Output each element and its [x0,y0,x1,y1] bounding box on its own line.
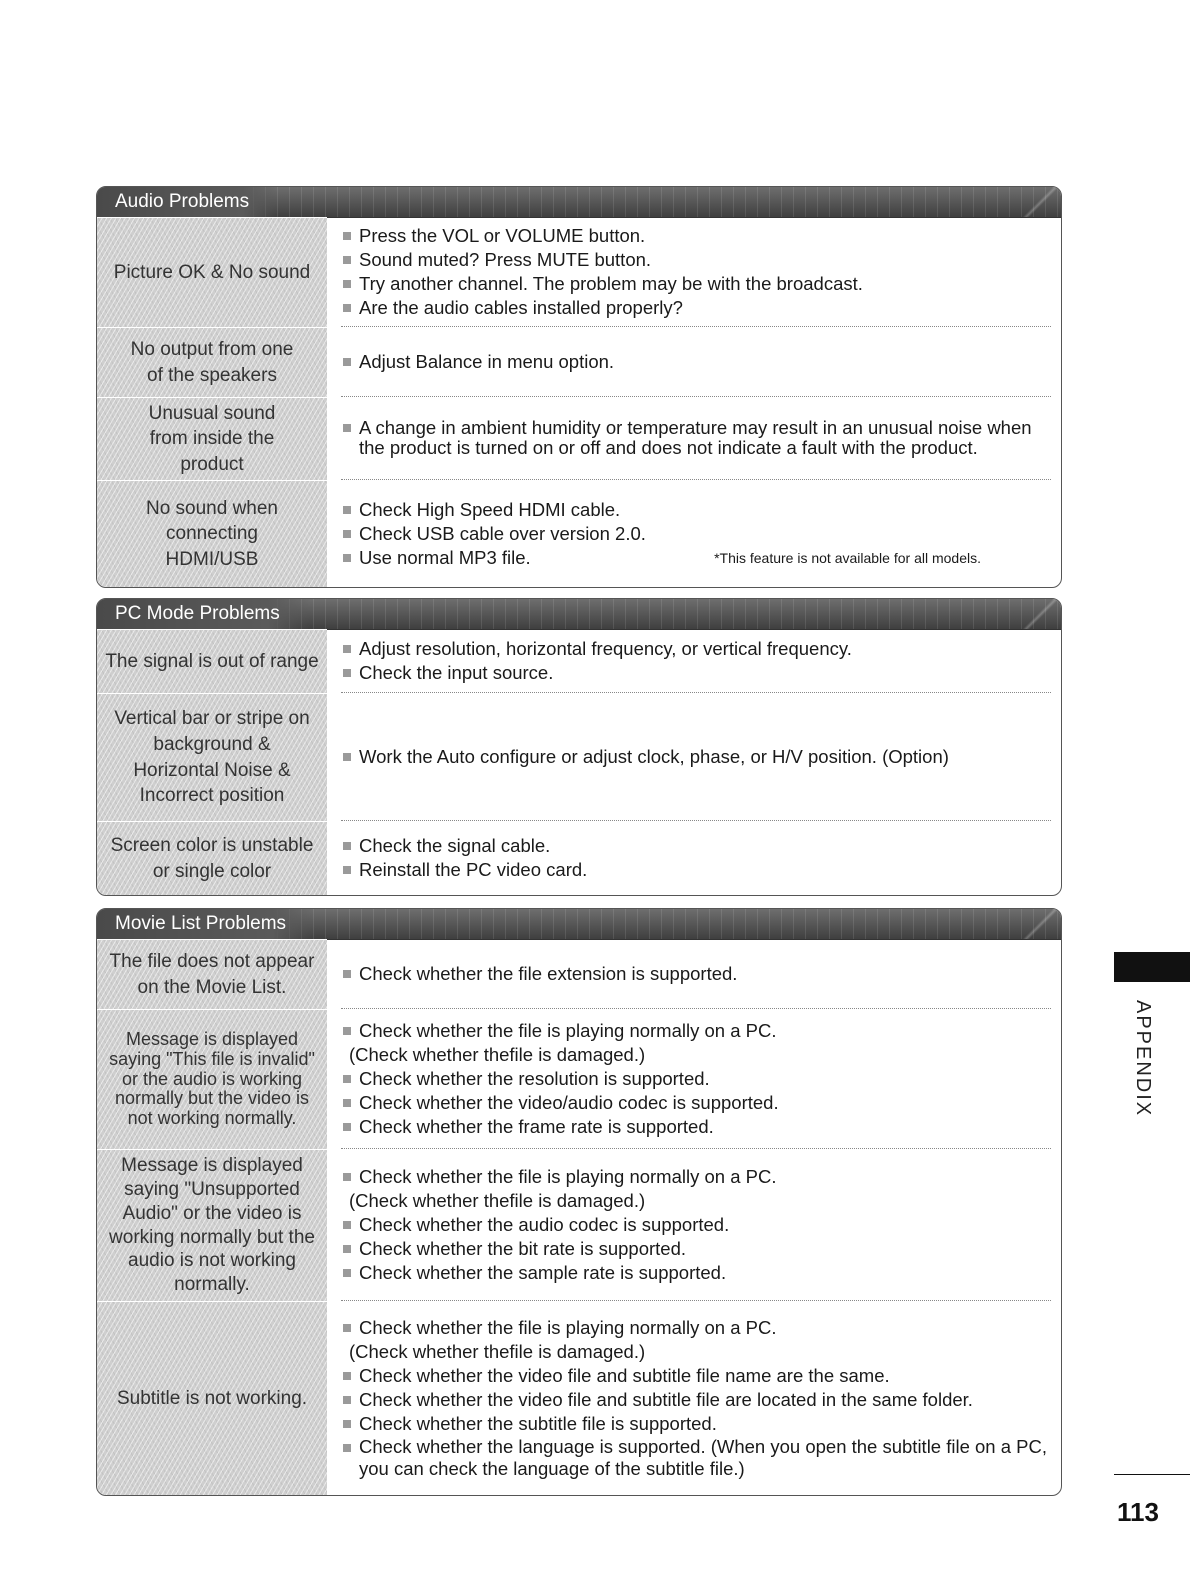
bullet-icon [343,1173,351,1181]
solution-cell [341,480,1051,587]
problem-cell: No sound when connecting HDMI/USB [97,480,327,587]
solution-cell [341,693,1051,821]
solution-item: Try another channel. The problem may be with the broadcast. [341,272,1051,296]
bullet-icon [343,1324,351,1332]
solution-item: Check whether the language is supported. (When you open the subtitle file on a PC, you can check the language of the subtitle file.) [341,1436,1051,1480]
bullet-icon [343,1075,351,1083]
solution-item: A change in ambient humidity or temperature may result in an unusual noise when the product is turned on or off and does not indicate a fault with the product. [341,418,1051,458]
solution-cell [341,217,1051,327]
pc-mode-problems-section [96,598,1062,896]
problem-cell: Subtitle is not working. [97,1301,327,1495]
bullet-icon [343,866,351,874]
solution-item: Check the input source. [341,661,1051,685]
solution-item: Check High Speed HDMI cable. [341,498,1051,522]
section-title: Audio Problems [97,187,279,217]
table-row [97,821,1061,895]
problem-cell: Screen color is unstable or single color [97,821,327,895]
table-row [97,939,1061,1009]
problem-cell: Vertical bar or stripe on background & Horizontal Noise & Incorrect position [97,693,327,821]
problem-cell: The signal is out of range [97,629,327,693]
solution-item: Are the audio cables installed properly? [341,296,1051,320]
solution-item: Check whether the bit rate is supported. [341,1237,1051,1261]
solution-item: Check the signal cable. [341,834,1051,858]
availability-note: *This feature is not available for all models. [714,549,981,566]
table-row [97,1301,1061,1495]
solution-item: Check whether the file is playing normally on a PC. [341,1316,1051,1340]
bullet-icon [343,232,351,240]
solution-item: Press the VOL or VOLUME button. [341,224,1051,248]
bullet-icon [343,1245,351,1253]
bullet-icon [343,842,351,850]
bullet-icon [343,1396,351,1404]
bullet-icon [343,280,351,288]
solution-item: Check USB cable over version 2.0. [341,522,1051,546]
table-row [97,327,1061,397]
appendix-label: APPENDIX [1132,1000,1154,1118]
header-decoration [1021,599,1061,629]
solution-item: Check whether the video/audio codec is supported. [341,1091,1051,1115]
solution-cell [341,327,1051,397]
solution-item: Check whether the video file and subtitle file name are the same. [341,1364,1051,1388]
bullet-icon [343,1420,351,1428]
problem-cell: Message is displayed saying "Unsupported Audio" or the video is working normally but the audio is not working normally. [97,1149,327,1301]
bullet-icon [343,256,351,264]
solution-item: Check whether the video file and subtitle file are located in the same folder. [341,1388,1051,1412]
solution-cell [341,1009,1051,1149]
page-number: 113 [1117,1497,1159,1527]
problem-cell: Unusual sound from inside the product [97,397,327,480]
bullet-icon [343,304,351,312]
solution-item: Check whether the resolution is supported. [341,1067,1051,1091]
section-header [97,909,1061,940]
solution-item: (Check whether thefile is damaged.) [349,1043,646,1065]
bullet-icon [343,424,351,432]
solution-item: Work the Auto configure or adjust clock, phase, or H/V position. (Option) [341,745,1051,769]
table-row [97,217,1061,327]
problem-cell: The file does not appear on the Movie List. [97,939,327,1009]
bullet-icon [343,358,351,366]
appendix-tab-marker [1114,952,1190,982]
bullet-icon [343,1099,351,1107]
audio-problems-section [96,186,1062,588]
bullet-icon [343,530,351,538]
solution-cell [341,397,1051,480]
page-rule [1114,1474,1190,1475]
solution-item: Reinstall the PC video card. [341,858,1051,882]
solution-cell [341,939,1051,1009]
section-header [97,187,1061,218]
solution-item: Check whether the audio codec is supported. [341,1213,1051,1237]
table-row [97,1009,1061,1149]
solution-item: Check whether the file is playing normally on a PC. [341,1019,1051,1043]
header-decoration [1021,909,1061,939]
bullet-icon [343,645,351,653]
bullet-icon [343,1269,351,1277]
bullet-icon [343,1372,351,1380]
solution-item: Check whether the file extension is supported. [341,962,1051,986]
movie-list-problems-section [96,908,1062,1496]
solution-item: Sound muted? Press MUTE button. [341,248,1051,272]
table-row [97,1149,1061,1301]
solution-cell [341,1301,1051,1495]
bullet-icon [343,1221,351,1229]
header-decoration [1021,187,1061,217]
solution-cell [341,821,1051,895]
bullet-icon [343,554,351,562]
solution-item: (Check whether thefile is damaged.) [349,1341,646,1362]
solution-item: Check whether the sample rate is supported. [341,1261,1051,1285]
problem-cell: No output from one of the speakers [97,327,327,397]
bullet-icon [343,669,351,677]
solution-item: Check whether the frame rate is supported. [341,1115,1051,1139]
bullet-icon [343,506,351,514]
table-row [97,629,1061,693]
bullet-icon [343,1444,351,1452]
table-row [97,397,1061,480]
table-row [97,480,1061,587]
problem-cell: Message is displayed saying "This file is invalid" or the audio is working normally but the video is not working normally. [97,1009,327,1149]
bullet-icon [343,753,351,761]
solution-item: Adjust Balance in menu option. [341,350,1051,374]
bullet-icon [343,1027,351,1035]
section-title: PC Mode Problems [97,599,310,629]
bullet-icon [343,970,351,978]
bullet-icon [343,1123,351,1131]
solution-item: Use normal MP3 file. *This feature is not available for all models. [341,546,1051,570]
solution-cell [341,629,1051,693]
section-title: Movie List Problems [97,909,316,939]
solution-item: Check whether the file is playing normally on a PC. [341,1165,1051,1189]
solution-cell [341,1149,1051,1301]
solution-item: Check whether the subtitle file is supported. [341,1412,1051,1436]
solution-item: (Check whether thefile is damaged.) [349,1189,646,1211]
solution-item: Adjust resolution, horizontal frequency, or vertical frequency. [341,637,1051,661]
table-row [97,693,1061,821]
section-header [97,599,1061,630]
problem-cell: Picture OK & No sound [97,217,327,327]
